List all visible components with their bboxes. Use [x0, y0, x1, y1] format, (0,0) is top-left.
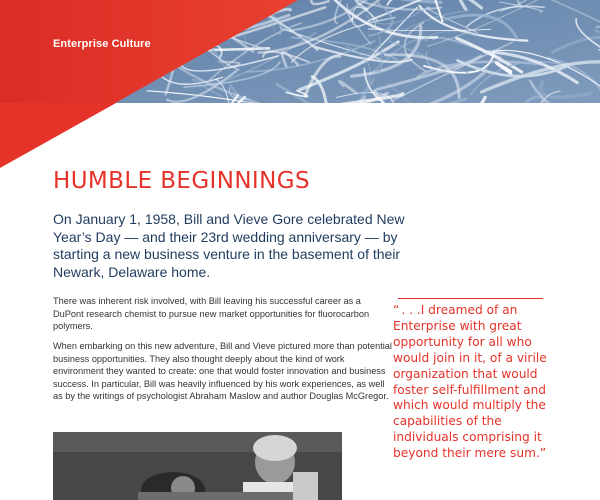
pull-quote: [393, 303, 553, 462]
pull-quote-rule: [398, 298, 543, 299]
article-title: HUMBLE BEGINNINGS: [53, 168, 310, 194]
fiber-texture-image: [0, 0, 600, 103]
pull-quote-text: . . .I dreamed of an Enterprise with great opportunity for all who would join in it, of a virile organization that would foster self-fulfillment and which would multiply the capabilities of the individuals comprising it beyond their mere sum.”: [393, 303, 547, 461]
lead-paragraph: On January 1, 1958, Bill and Vieve Gore celebrated New Year’s Day — and their 23rd wedding anniversary — by starting a new business venture in the basement of their Newark, Delaware home.: [53, 211, 405, 280]
body-paragraph: There was inherent risk involved, with Bill leaving his successful career as a DuPont research chemist to pursue new market opportunities for fluorocarbon polymers.: [53, 296, 370, 332]
founders-photo: [53, 432, 342, 500]
section-label: Enterprise Culture: [53, 38, 151, 50]
header-banner: [0, 0, 600, 103]
open-quote-mark: “: [393, 303, 400, 317]
body-paragraph: When embarking on this new adventure, Bill and Vieve pictured more than potential business opportunities. They also thought deeply about the kind of work environment they wanted to create: one that would foster innovation and business success. In particular, Bill was heavily influenced by his work experiences, as well as by the writings of psychologist Abraham Maslow and author Douglas McGregor.: [53, 341, 392, 402]
